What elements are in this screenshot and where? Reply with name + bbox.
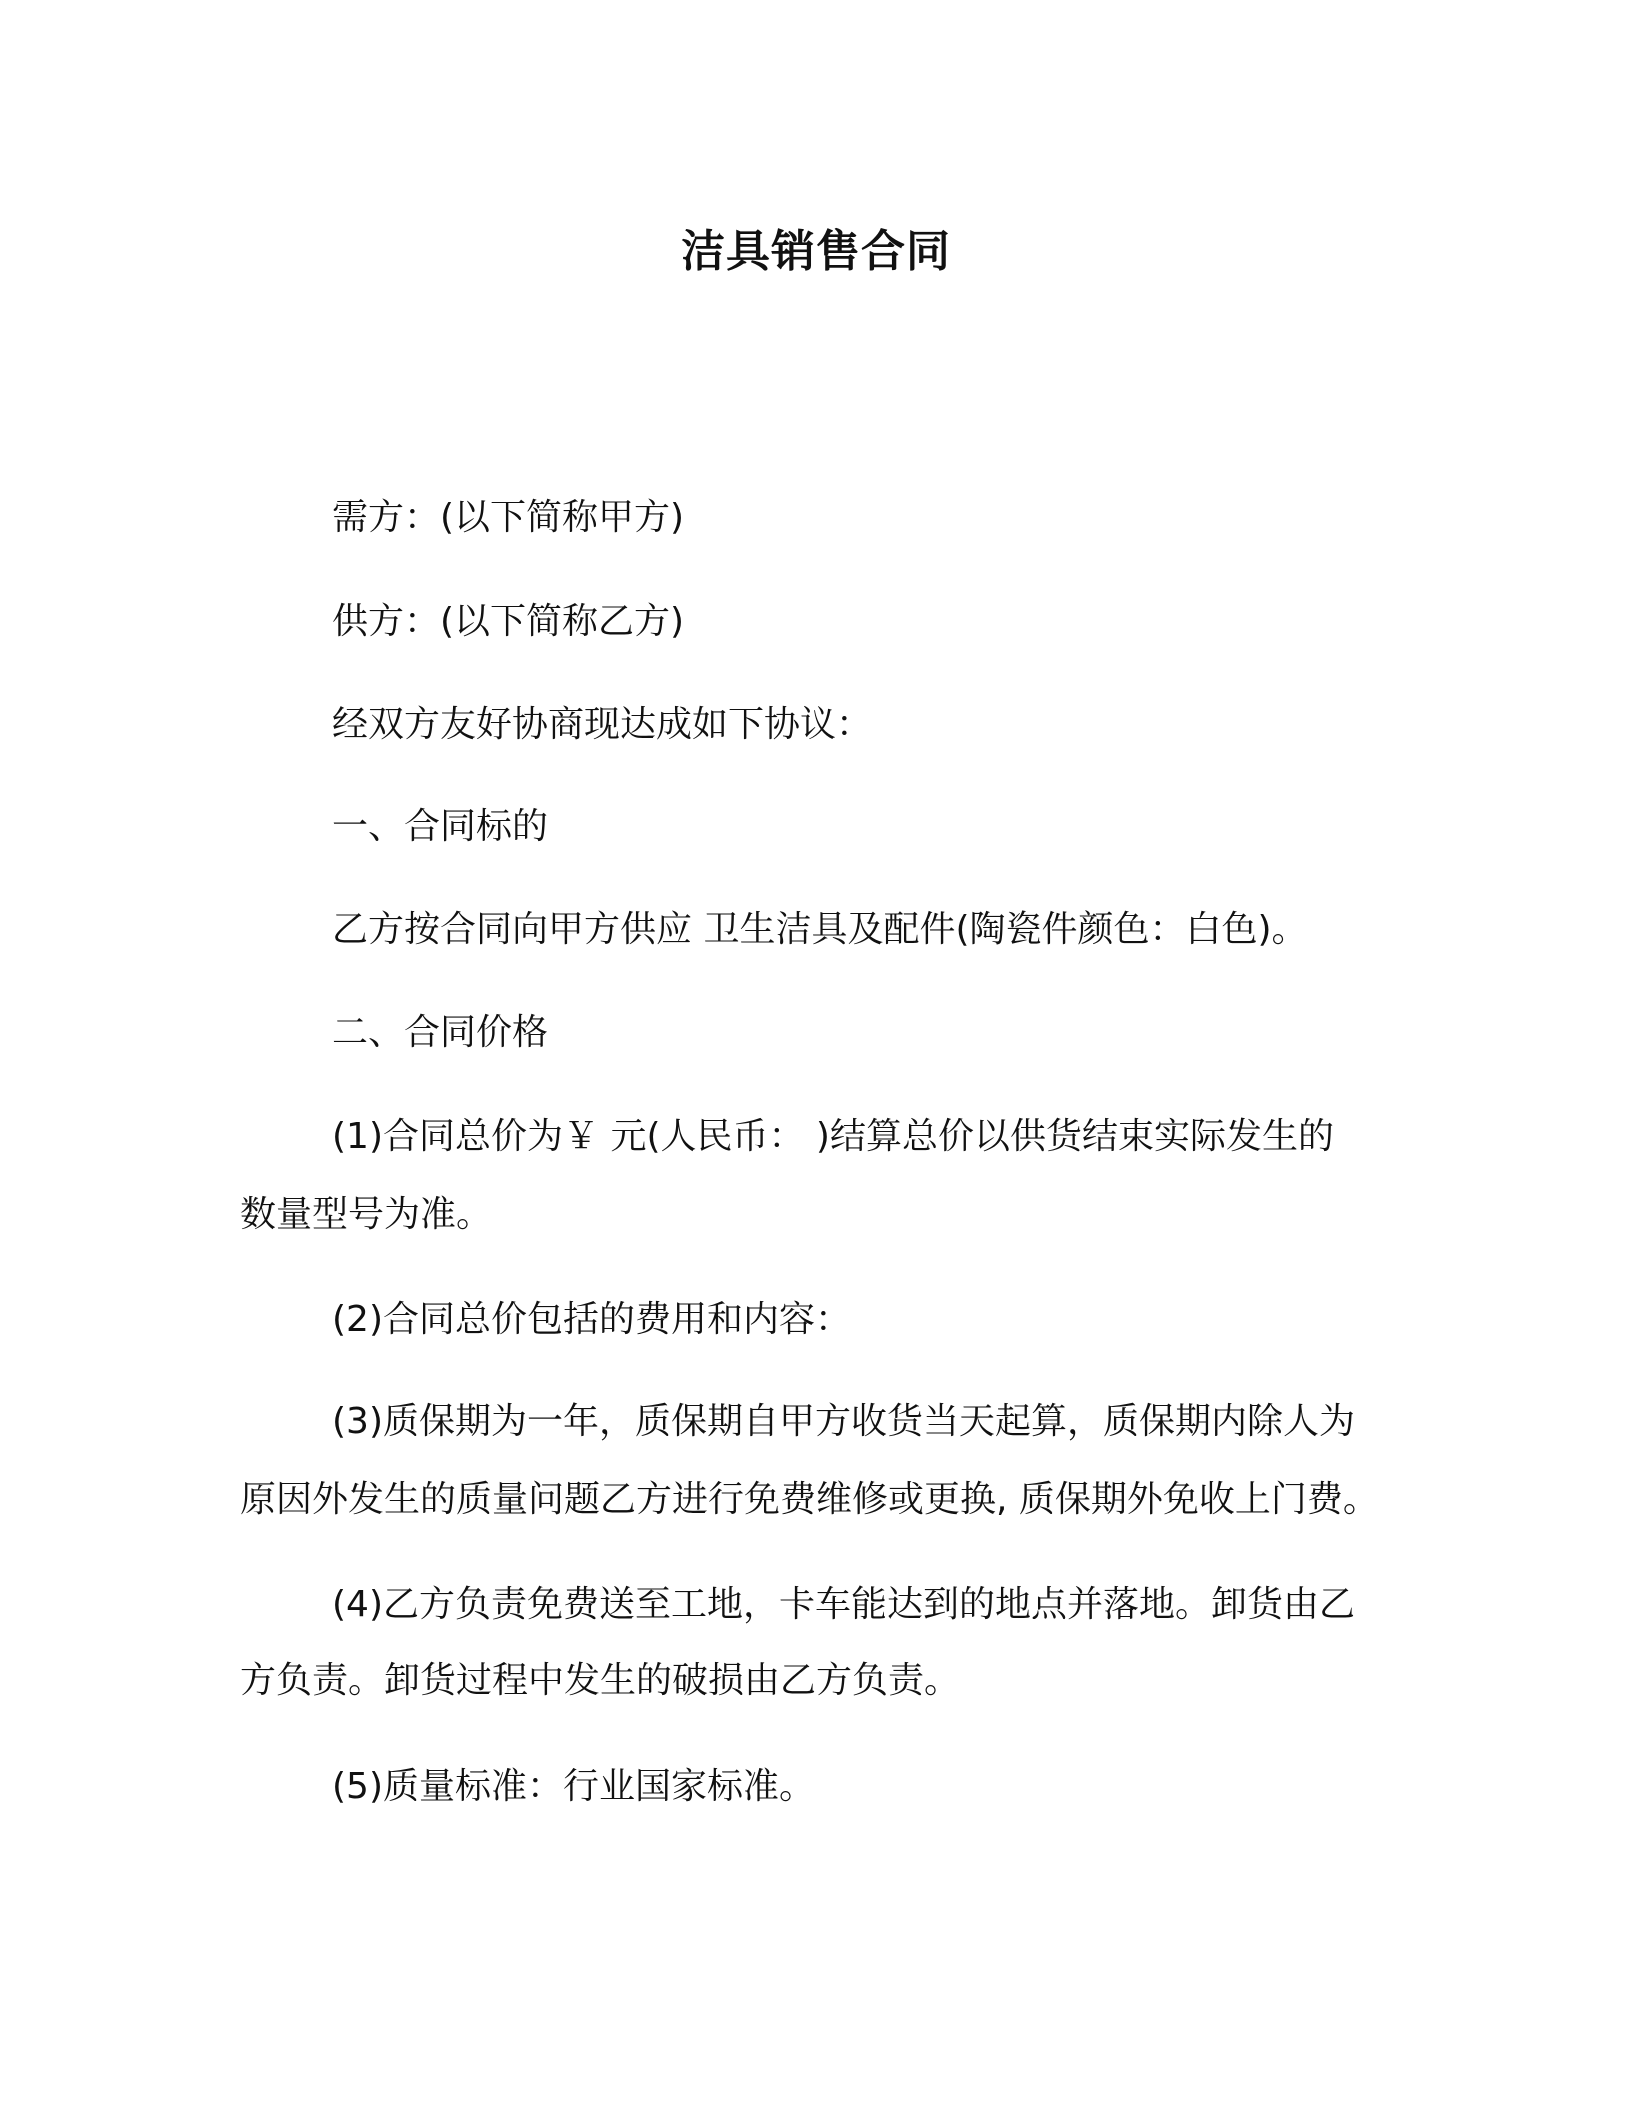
section1-text: 乙方按合同向甲方供应 卫生洁具及配件(陶瓷件颜色：白色)。: [332, 909, 1308, 950]
item3-line2: 原因外发生的质量问题乙方进行免费维修或更换, 质保期外免收上门费。: [240, 1479, 1379, 1520]
document-title: 洁具销售合同: [681, 226, 951, 277]
section1-heading: 一、合同标的: [332, 806, 549, 847]
intro-line: 经双方友好协商现达成如下协议：: [332, 704, 873, 745]
party-a-line: 需方：(以下简称甲方): [332, 497, 685, 538]
section2-heading: 二、合同价格: [332, 1012, 549, 1053]
item4-line2: 方负责。卸货过程中发生的破损由乙方负责。: [240, 1660, 961, 1701]
item5-line: (5)质量标准：行业国家标准。: [332, 1766, 815, 1807]
item2-line: (2)合同总价包括的费用和内容：: [332, 1299, 851, 1340]
item1-line1: (1)合同总价为￥ 元(人民币： )结算总价以供货结束实际发生的: [332, 1116, 1334, 1157]
item1-line2: 数量型号为准。: [240, 1194, 493, 1235]
party-b-line: 供方：(以下简称乙方): [332, 601, 685, 642]
item4-line1: (4)乙方负责免费送至工地，卡车能达到的地点并落地。卸货由乙: [332, 1584, 1355, 1625]
item3-line1: (3)质保期为一年，质保期自甲方收货当天起算，质保期内除人为: [332, 1401, 1355, 1442]
